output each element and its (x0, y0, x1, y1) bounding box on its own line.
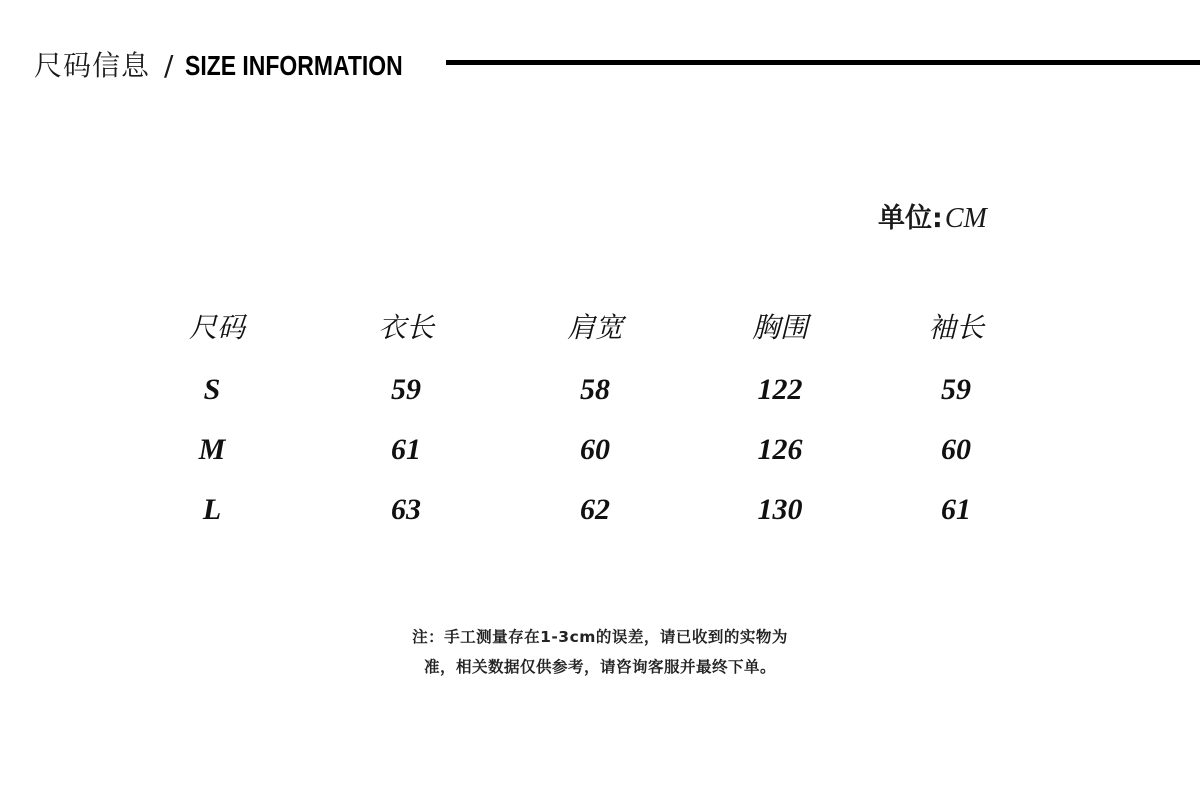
title-separator: / (164, 49, 174, 82)
table-row (0, 422, 1200, 478)
cell-sleeve: 61 (941, 493, 971, 526)
cell-length: 59 (391, 373, 421, 406)
measurement-note-line-1: 注：手工测量存在1-3cm的误差，请已收到的实物为 (412, 628, 788, 646)
header-divider-line (446, 60, 1200, 65)
cell-length: 61 (391, 433, 421, 466)
cell-shoulder: 62 (580, 493, 610, 526)
cell-size: M (198, 433, 226, 466)
cell-chest: 130 (757, 493, 803, 526)
cell-size: L (202, 493, 222, 526)
header-chest: 胸围 (751, 311, 808, 344)
table-header-row (0, 300, 1200, 356)
unit-indicator (878, 196, 987, 235)
cell-sleeve: 60 (941, 433, 971, 466)
unit-value: CM (944, 203, 987, 234)
cell-chest: 126 (757, 433, 803, 466)
header-sleeve: 袖长 (927, 311, 984, 344)
page-title-english: SIZE INFORMATION (185, 50, 404, 81)
page-header (34, 44, 451, 88)
cell-shoulder: 58 (580, 373, 610, 406)
header-size: 尺码 (188, 311, 245, 344)
measurement-note-line-2: 准，相关数据仅供参考，请咨询客服并最终下单。 (423, 658, 776, 676)
header-shoulder: 肩宽 (566, 311, 623, 344)
cell-length: 63 (391, 493, 421, 526)
cell-size: S (203, 373, 221, 406)
cell-shoulder: 60 (580, 433, 610, 466)
page-title-chinese: 尺码信息 (34, 49, 151, 82)
unit-label: 单位: (878, 203, 943, 234)
header-length: 衣长 (377, 311, 434, 344)
cell-sleeve: 59 (941, 373, 971, 406)
cell-chest: 122 (757, 373, 803, 406)
table-row (0, 482, 1200, 538)
table-row (0, 362, 1200, 418)
